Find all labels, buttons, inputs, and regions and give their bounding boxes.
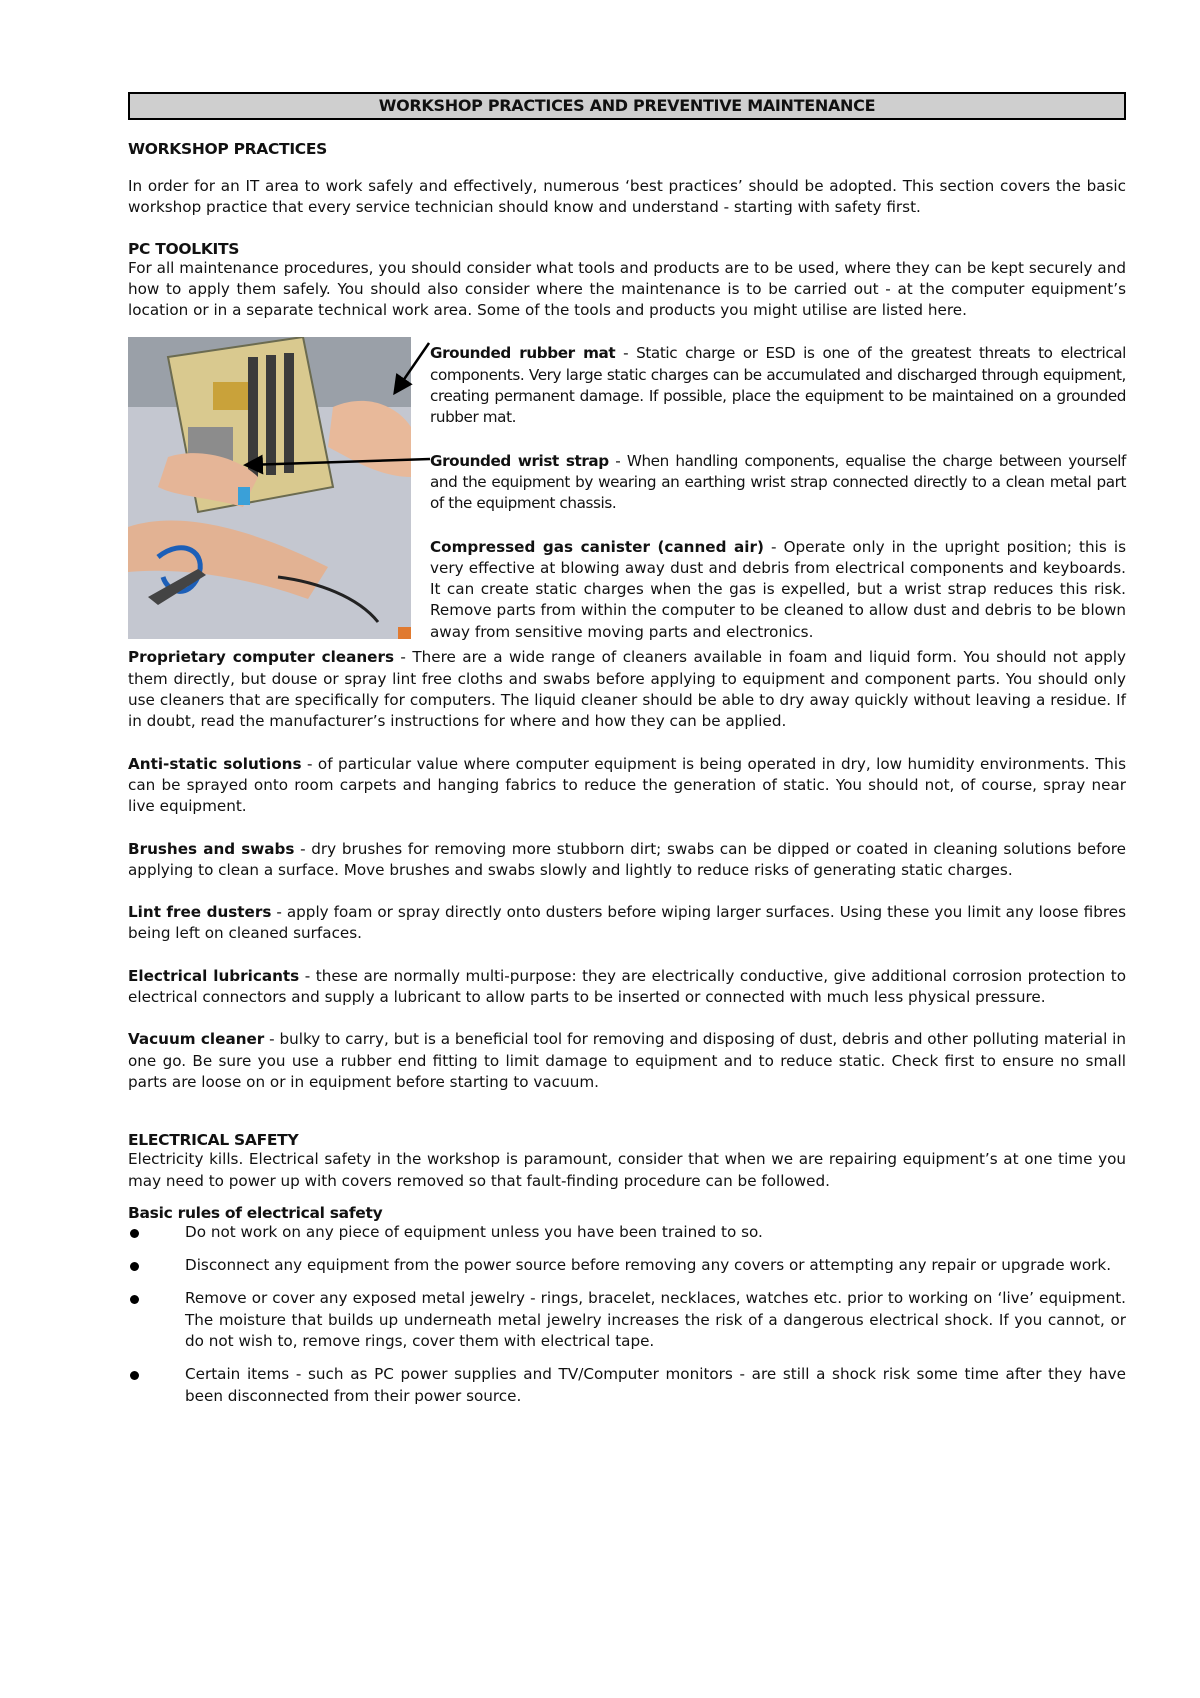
side-item-wrist-strap — [430, 451, 1126, 515]
item-dusters — [128, 902, 1126, 945]
document-page — [128, 92, 1126, 1419]
safety-rules-list — [128, 1222, 1126, 1407]
list-item — [128, 1288, 1126, 1352]
side-item-canned-air — [430, 537, 1126, 643]
toolkits-heading: PC TOOLKITS — [128, 239, 240, 258]
workshop-intro: In order for an IT area to work safely and effectively, numerous ‘best practices’ should be adopted. This section covers the basic workshop practice that every service technician should know and understand - starting with safety first. — [128, 177, 1126, 217]
safety-heading: ELECTRICAL SAFETY — [128, 1131, 299, 1150]
rule-text: Do not work on any piece of equipment unless you have been trained to so. — [185, 1222, 763, 1241]
bullet-icon — [130, 1371, 139, 1380]
description: - dry brushes for removing more stubborn dirt; swabs can be dipped or coated in cleaning solutions before applying to clean a surface. Move brushes and swabs slowly and lightly to reduce risks of generating static charges. — [128, 839, 1127, 879]
arrow-annotations — [128, 337, 430, 477]
item-vacuum — [128, 1029, 1126, 1093]
term: Compressed gas canister (canned air) — [430, 537, 764, 556]
term: Vacuum cleaner — [128, 1030, 265, 1049]
toolkit-figure-section — [128, 337, 1126, 647]
description: - these are normally multi-purpose: they are electrically conductive, give additional corrosion protection to electrical connectors and supply a lubricant to allow parts to be inserted or connected with much less physical pressure. — [128, 966, 1126, 1007]
description: - of particular value where computer equipment is being operated in dry, low humidity environments. This can be sprayed onto room carpets and hanging fabrics to reduce the generation of static. You should not, of course, spray near live equipment. — [128, 754, 1126, 816]
term: Proprietary computer cleaners — [128, 648, 394, 667]
toolkits-intro: For all maintenance procedures, you should consider what tools and products are to be used, where they can be kept securely and how to apply them safely. You should also consider where the maintenance is to be carried out - at the computer equipment’s location or in a separate technical work area. Some of the tools and products you might utilise are listed here. — [128, 258, 1126, 320]
rule-text: Disconnect any equipment from the power source before removing any covers or attempting any repair or upgrade work. — [185, 1256, 1112, 1275]
safety-intro: Electricity kills. Electrical safety in the workshop is paramount, consider that when we are repairing equipment’s at one time you may need to power up with covers removed so that fault-finding procedure can be followed. — [128, 1150, 1126, 1190]
item-lubricants — [128, 966, 1126, 1009]
description: - apply foam or spray directly onto dusters before wiping larger surfaces. Using these you limit any loose fibres being left on cleaned surfaces. — [128, 903, 1127, 943]
toolkit-items — [128, 647, 1126, 1093]
rules-heading: Basic rules of electrical safety — [128, 1203, 383, 1222]
term: Electrical lubricants — [128, 966, 300, 985]
description: - When handling components, equalise the charge between yourself and the equipment by wearing an earthing wrist strap connected directly to a clean metal part of the equipment chassis. — [430, 451, 1126, 513]
rule-text: Remove or cover any exposed metal jewelry - rings, bracelet, necklaces, watches etc. prior to working on ‘live’ equipment. The moisture that builds up underneath metal jewelry increases the risk of a dangerous electrical shock. If you cannot, or do not wish to, remove rings, cover them with electrical tape. — [185, 1289, 1126, 1351]
side-item-rubber-mat — [430, 343, 1126, 428]
term: Grounded wrist strap — [430, 451, 609, 470]
list-item — [128, 1222, 1126, 1243]
term: Anti-static solutions — [128, 754, 302, 773]
term: Brushes and swabs — [128, 839, 295, 858]
item-brushes — [128, 839, 1126, 882]
item-cleaners — [128, 647, 1126, 732]
term: Lint free dusters — [128, 903, 272, 922]
bullet-icon — [130, 1229, 139, 1238]
bullet-icon — [130, 1262, 139, 1271]
bullet-icon — [130, 1295, 139, 1304]
rule-text: Certain items - such as PC power supplies and TV/Computer monitors - are still a shock risk some time after they have been disconnected from their power source. — [185, 1365, 1126, 1405]
description: - Static charge or ESD is one of the greatest threats to electrical components. Very large static charges can be accumulated and discharged through equipment, creating permanent damage. If possible, place the equipment to be maintained on a grounded rubber mat. — [430, 344, 1127, 427]
item-anti-static — [128, 754, 1126, 818]
side-items — [430, 343, 1126, 643]
term: Grounded rubber mat — [430, 344, 616, 363]
list-item — [128, 1255, 1126, 1276]
list-item — [128, 1364, 1126, 1407]
workshop-heading: WORKSHOP PRACTICES — [128, 140, 328, 158]
description: - There are a wide range of cleaners available in foam and liquid form. You should not apply them directly, but douse or spray lint free cloths and swabs before applying to equipment and component parts. You should only use cleaners that are specifically for computers. The liquid cleaner should be able to dry away quickly without leaving a residue. If in doubt, read the manufacturer’s instructions for where and how they can be applied. — [128, 648, 1126, 731]
page-title: WORKSHOP PRACTICES AND PREVENTIVE MAINTENANCE — [128, 92, 1126, 120]
description: - Operate only in the upright position; this is very effective at blowing away dust and debris from electrical components and keyboards. It can create static charges when the gas is expelled, but a wrist strap reduces this risk. Remove parts from within the computer to be cleaned to allow dust and debris to be blown away from sensitive moving parts and electronics. — [430, 537, 1126, 641]
description: - bulky to carry, but is a beneficial tool for removing and disposing of dust, debris and other polluting material in one go. Be sure you use a rubber end fitting to limit damage to equipment and to reduce static. Check first to ensure no small parts are loose on or in equipment before starting to vacuum. — [128, 1030, 1126, 1091]
